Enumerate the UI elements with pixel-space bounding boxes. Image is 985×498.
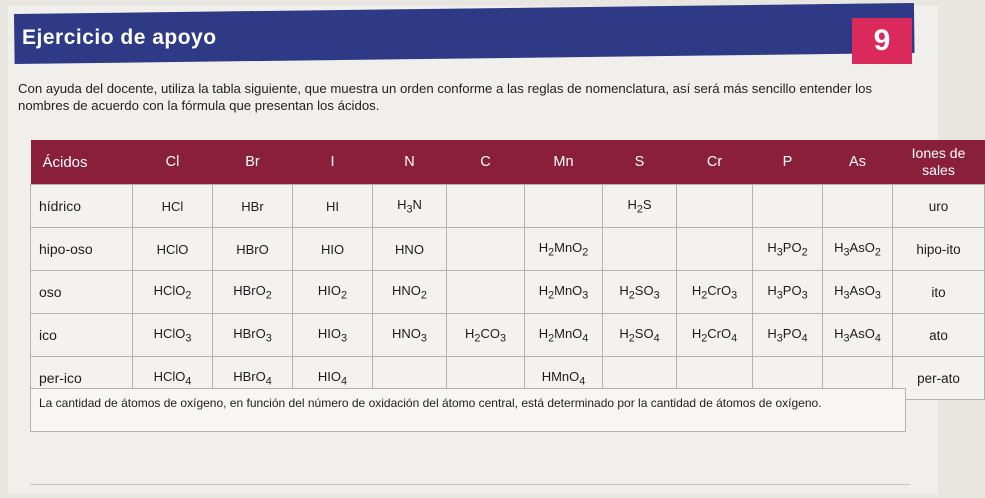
formula-cell: $H_2MnO_2$ bbox=[525, 228, 603, 271]
salt-suffix-cell: uro bbox=[893, 185, 985, 228]
table-row bbox=[31, 314, 985, 357]
formula-cell: HClO bbox=[133, 228, 213, 271]
header-cell: Mn bbox=[525, 140, 603, 185]
formula-cell: HNO bbox=[373, 228, 447, 271]
acid-nomenclature-table bbox=[30, 140, 985, 400]
header-cell: N bbox=[373, 140, 447, 185]
formula-cell: $HIO_3$ bbox=[293, 314, 373, 357]
formula-cell: $H_2CrO_3$ bbox=[677, 271, 753, 314]
row-label: oso bbox=[31, 271, 133, 314]
formula-cell: HBrO$_2$ bbox=[213, 271, 293, 314]
salt-suffix-cell: per-ato bbox=[893, 357, 985, 400]
formula-cell bbox=[447, 228, 525, 271]
formula-cell: HBrO$_3$ bbox=[213, 314, 293, 357]
formula-cell: $HNO_3$ bbox=[373, 314, 447, 357]
table-row bbox=[31, 185, 985, 228]
formula-cell bbox=[753, 185, 823, 228]
row-label: ico bbox=[31, 314, 133, 357]
header-cell: Iones de sales bbox=[893, 140, 985, 185]
formula-cell: HClO$_2$ bbox=[133, 271, 213, 314]
formula-cell: $H_3PO_4$ bbox=[753, 314, 823, 357]
formula-cell: HBr bbox=[213, 185, 293, 228]
formula-cell bbox=[603, 228, 677, 271]
formula-cell: $H_2CrO_4$ bbox=[677, 314, 753, 357]
header-cell: P bbox=[753, 140, 823, 185]
formula-cell: HClO$_4$ bbox=[133, 357, 213, 400]
exercise-title: Ejercicio de apoyo bbox=[22, 26, 217, 49]
header-cell: As bbox=[823, 140, 893, 185]
row-label: hídrico bbox=[31, 185, 133, 228]
formula-cell: HMnO$_4$ bbox=[525, 357, 603, 400]
formula-cell: HI bbox=[293, 185, 373, 228]
formula-cell: HClO$_3$ bbox=[133, 314, 213, 357]
formula-cell: HBrO bbox=[213, 228, 293, 271]
header-cell: Cl bbox=[133, 140, 213, 185]
formula-cell bbox=[823, 185, 893, 228]
formula-cell: $H_2S$ bbox=[603, 185, 677, 228]
formula-cell: HCl bbox=[133, 185, 213, 228]
formula-cell: $H_3AsO_2$ bbox=[823, 228, 893, 271]
formula-cell: $H_3AsO_3$ bbox=[823, 271, 893, 314]
exercise-number-badge: 9 bbox=[852, 18, 912, 64]
formula-cell: $H_3PO_2$ bbox=[753, 228, 823, 271]
formula-cell bbox=[447, 271, 525, 314]
formula-cell: $H_2SO_4$ bbox=[603, 314, 677, 357]
table-header-row bbox=[31, 140, 985, 185]
row-label: per-ico bbox=[31, 357, 133, 400]
header-cell: C bbox=[447, 140, 525, 185]
formula-cell: $H_3N$ bbox=[373, 185, 447, 228]
formula-cell bbox=[677, 185, 753, 228]
table-footnote: La cantidad de átomos de oxígeno, en función del número de oxidación del átomo central, está determinado por la cantidad de átomos de oxígeno. bbox=[30, 388, 906, 432]
table-body bbox=[31, 185, 985, 400]
formula-cell: $H_2CO_3$ bbox=[447, 314, 525, 357]
header-cell: I bbox=[293, 140, 373, 185]
salt-suffix-cell: ito bbox=[893, 271, 985, 314]
formula-cell: $HIO_2$ bbox=[293, 271, 373, 314]
formula-cell bbox=[447, 185, 525, 228]
formula-cell: HBrO$_4$ bbox=[213, 357, 293, 400]
formula-cell: $H_2SO_3$ bbox=[603, 271, 677, 314]
formula-cell: $HNO_2$ bbox=[373, 271, 447, 314]
table-row bbox=[31, 271, 985, 314]
salt-suffix-cell: ato bbox=[893, 314, 985, 357]
row-label: hipo-oso bbox=[31, 228, 133, 271]
formula-cell: $H_2MnO_3$ bbox=[525, 271, 603, 314]
header-cell: Ácidos bbox=[31, 140, 133, 185]
salt-suffix-cell: hipo-ito bbox=[893, 228, 985, 271]
header-cell: Cr bbox=[677, 140, 753, 185]
header-cell: Br bbox=[213, 140, 293, 185]
formula-cell: HIO bbox=[293, 228, 373, 271]
intro-paragraph: Con ayuda del docente, utiliza la tabla siguiente, que muestra un orden conforme a las reglas de nomenclatura, así será más sencillo entender los nombres de acuerdo con la fórmula que presentan los ácidos. bbox=[18, 81, 873, 113]
formula-cell: $H_2MnO_4$ bbox=[525, 314, 603, 357]
formula-cell: $HIO_4$ bbox=[293, 357, 373, 400]
formula-cell: $H_3PO_3$ bbox=[753, 271, 823, 314]
page-divider bbox=[30, 484, 910, 485]
formula-cell bbox=[525, 185, 603, 228]
formula-cell bbox=[677, 228, 753, 271]
table-row bbox=[31, 228, 985, 271]
header-cell: S bbox=[603, 140, 677, 185]
formula-cell: $H_3AsO_4$ bbox=[823, 314, 893, 357]
